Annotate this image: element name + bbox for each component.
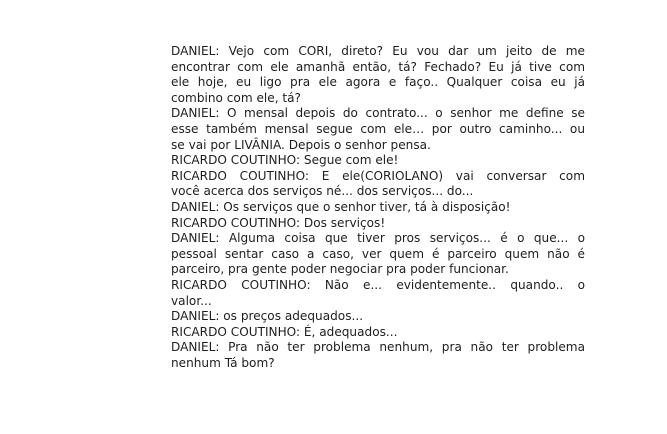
transcript-line-8: RICARDO COUTINHO: Segue com ele! bbox=[171, 153, 399, 168]
transcript-line-15: parceiro, pra gente poder negociar pra poder funcionar. bbox=[171, 262, 509, 277]
transcript-line-11: DANIEL: Os serviços que o senhor tiver, tá à disposição! bbox=[171, 199, 511, 214]
transcript-line-6: esse também mensal segue com ele… por outro caminho... ou bbox=[171, 121, 585, 136]
transcript-line-18: DANIEL: os preços adequados... bbox=[171, 309, 364, 324]
transcript-line-21: nenhum Tá bom? bbox=[171, 355, 275, 370]
transcript-line-2: encontrar com ele amanhã então, tá? Fechado? Eu já tive com bbox=[171, 59, 585, 74]
transcript-line-10: você acerca dos serviços né... dos serviços... do... bbox=[171, 184, 474, 199]
transcript-line-5: DANIEL: O mensal depois do contrato... o senhor me define se bbox=[171, 106, 585, 121]
transcript-line-9: RICARDO COUTINHO: E ele(CORIOLANO) vai conversar com bbox=[171, 168, 585, 183]
transcript-line-17: valor... bbox=[171, 293, 212, 308]
transcript-line-16: RICARDO COUTINHO: Não e... evidentemente.. quando.. o bbox=[171, 277, 585, 292]
transcript-line-3: ele hoje, eu ligo pra ele agora e faço.. Qualquer coisa eu já bbox=[171, 75, 585, 90]
transcript-line-14: pessoal sentar caso a caso, ver quem é parceiro quem não é bbox=[171, 246, 585, 261]
transcript-text bbox=[171, 44, 585, 371]
transcript-line-1: DANIEL: Vejo com CORI, direto? Eu vou dar um jeito de me bbox=[171, 44, 585, 58]
transcript-line-12: RICARDO COUTINHO: Dos serviços! bbox=[171, 215, 386, 230]
transcript-line-13: DANIEL: Alguma coisa que tiver pros serviços... é o que... o bbox=[171, 231, 585, 246]
transcript-line-20: DANIEL: Pra não ter problema nenhum, pra não ter problema bbox=[171, 340, 585, 355]
transcript-line-4: combino com ele, tá? bbox=[171, 90, 301, 105]
transcript-line-19: RICARDO COUTINHO: É, adequados... bbox=[171, 324, 398, 339]
transcript-line-7: se vai por LIVÂNIA. Depois o senhor pensa. bbox=[171, 137, 431, 152]
